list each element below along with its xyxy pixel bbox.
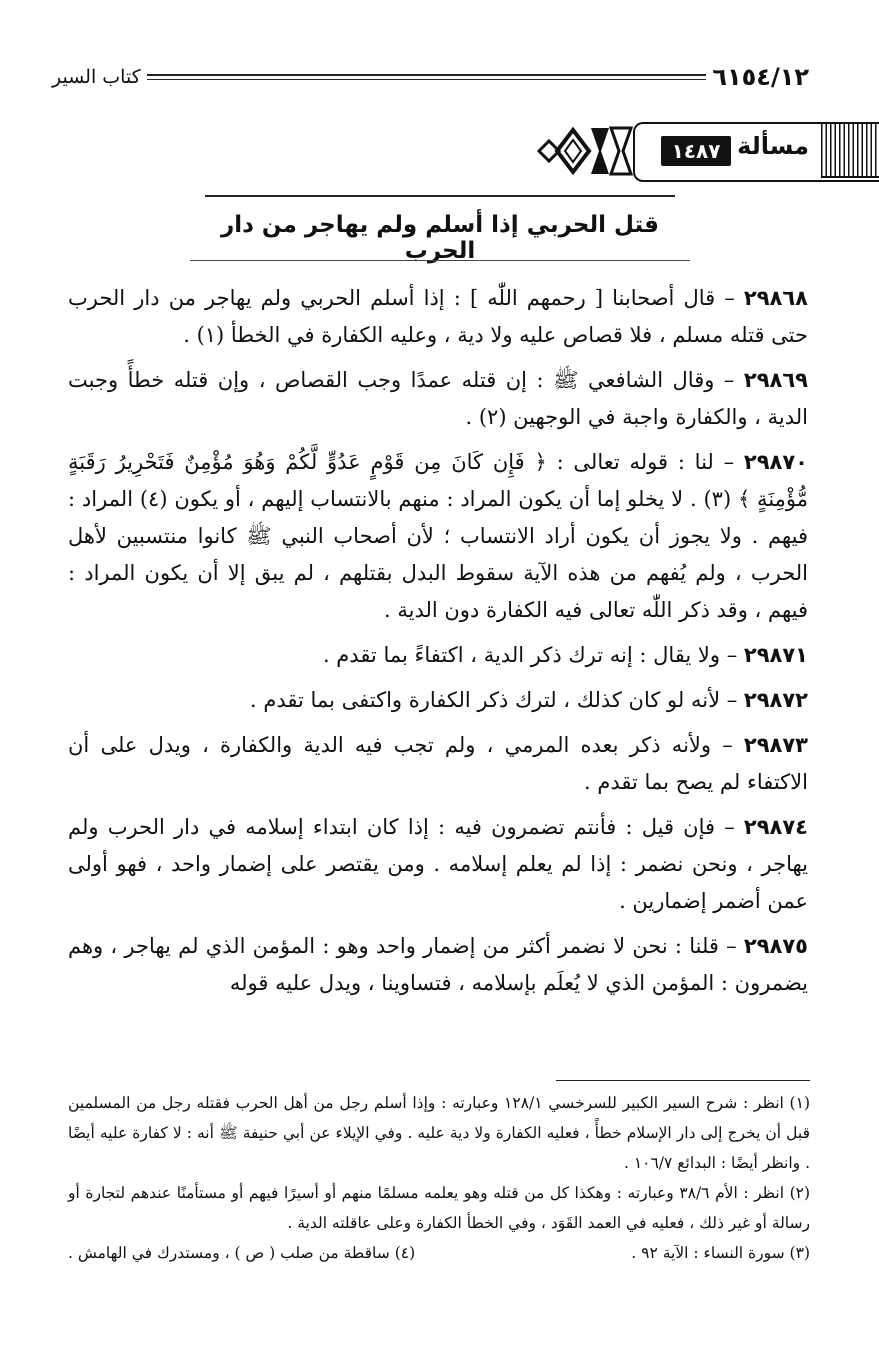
title-bottom-rule — [190, 260, 690, 261]
footnote: (٤) ساقطة من صلب ( ص ) ، ومستدرك في الهامش . — [68, 1244, 416, 1262]
paragraph — [68, 809, 808, 920]
masala-label: مسألة — [737, 132, 809, 160]
paragraph-number: ٢٩٨٧٤ — [743, 815, 808, 839]
running-header — [52, 62, 809, 92]
paragraph — [68, 727, 808, 801]
footnote: (١) انظر : شرح السير الكبير للسرخسي ١٢٨/١ وعبارته : وإذا أسلم رجل من أهل الحرب فقتله رجل من المسلمين قبل أن يخرج إلى دار الإسلام خطأً ، فعليه الكفارة ولا دية عليه . وفي الإيلاء عن أبي حنيفة ﷺ أنه : لا كفارة عليه أيضًا . وانظر أيضًا : البدائع ١٠٦/٧ . — [68, 1094, 810, 1172]
geometric-ornament-icon — [535, 122, 639, 180]
paragraph-number: ٢٩٨٧٠ — [743, 450, 808, 474]
footnote-separator — [556, 1080, 810, 1081]
paragraph-number: ٢٩٨٧٣ — [743, 733, 808, 757]
header-rule — [147, 74, 707, 80]
paragraph-number: ٢٩٨٦٩ — [743, 368, 808, 392]
footnote-row — [68, 1238, 810, 1268]
paragraph — [68, 280, 808, 354]
paragraph-text: – لنا : قوله تعالى : ﴿ فَإِن كَانَ مِن قَوْمٍ عَدُوٍّ لَّكُمْ وَهُوَ مُؤْمِنٌ فَتَحْرِيرُ رَقَبَةٍ مُّؤْمِنَةٍ ﴾ (٣) . لا يخلو إما أن يكون المراد : منهم بالانتساب إليهم ، أو يكون (٤) المراد : فيهم . ولا يجوز أن يكون أراد الانتساب ؛ لأن أصحاب النبي ﷺ كانوا منتسبين لأهل الحرب ، ولم يُفهم من هذه الآية سقوط البدل بقتلهم ، لم يبق إلا أن يكون المراد : فيهم ، وقد ذكر اللّٰه تعالى فيه الكفارة دون الدية . — [68, 450, 809, 622]
main-text — [68, 280, 808, 1010]
paragraph-text: – قال أصحابنا [ رحمهم اللّٰه ] : إذا أسلم الحربي ولم يهاجر من دار الحرب حتى قتله مسلم ، فلا قصاص عليه ولا دية ، وعليه الكفارة في الخطأ (١) . — [68, 286, 808, 347]
book-title: كتاب السير — [52, 66, 141, 88]
paragraph — [68, 928, 808, 1002]
footnote: (٢) انظر : الأم ٣٨/٦ وعبارته : وهكذا كل من قتله وهو يعلمه مسلمًا منهم أو أسيرًا فيهم أو مستأمنًا عندهم لتجارة أو رسالة أو غير ذلك ، فعليه في العمد القَوَد ، وفي الخطأ الكفارة وعلى عاقلته الدية . — [68, 1184, 811, 1232]
paragraph-text: – وقال الشافعي ﷺ : إن قتله عمدًا وجب القصاص ، وإن قتله خطأً وجبت الدية ، والكفارة واجبة في الوجهين (٢) . — [68, 368, 808, 429]
page-number: ٦١٥٤/١٢ — [712, 63, 809, 91]
paragraph-text: – ولا يقال : إنه ترك ذكر الدية ، اكتفاءً بما تقدم . — [322, 643, 744, 667]
paragraph-text: – ولأنه ذكر بعده المرمي ، ولم تجب فيه الدية والكفارة ، ويدل على أن الاكتفاء لم يصح بما تقدم . — [68, 733, 808, 794]
title-top-rule — [205, 195, 675, 197]
paragraph-text: – لأنه لو كان كذلك ، لترك ذكر الكفارة واكتفى بما تقدم . — [250, 688, 744, 712]
paragraph — [68, 362, 808, 436]
masala-banner — [535, 122, 879, 180]
paragraph — [68, 682, 808, 719]
paragraph-text: – قلنا : نحن لا نضمر أكثر من إضمار واحد وهو : المؤمن الذي لم يهاجر ، وهم يضمرون : المؤمن الذي لا يُعلَم بإسلامه ، فتساوينا ، ويدل عليه قوله — [68, 934, 808, 995]
paragraph — [68, 444, 808, 629]
paragraph-text: – فإن قيل : فأنتم تضمرون فيه : إذا كان ابتداء إسلامه في دار الحرب ولم يهاجر ، ونحن نضمر : إذا لم يعلم إسلامه . ومن يقتصر على إضمار واحد ، فهو أولى عمن أضمر إضمارين . — [68, 815, 808, 913]
paragraph — [68, 637, 808, 674]
paragraph-number: ٢٩٨٧٢ — [743, 688, 808, 712]
chapter-title: قتل الحربي إذا أسلم ولم يهاجر من دار الحرب — [220, 212, 659, 264]
paragraph-number: ٢٩٨٧١ — [743, 643, 808, 667]
paragraph-number: ٢٩٨٦٨ — [743, 286, 808, 310]
paragraph-number: ٢٩٨٧٥ — [743, 934, 808, 958]
stripe-ornament-icon — [821, 122, 879, 178]
masala-number: ١٤٨٧ — [661, 136, 731, 166]
footnote: (٣) سورة النساء : الآية ٩٢ . — [631, 1244, 810, 1262]
footnotes — [68, 1088, 810, 1268]
